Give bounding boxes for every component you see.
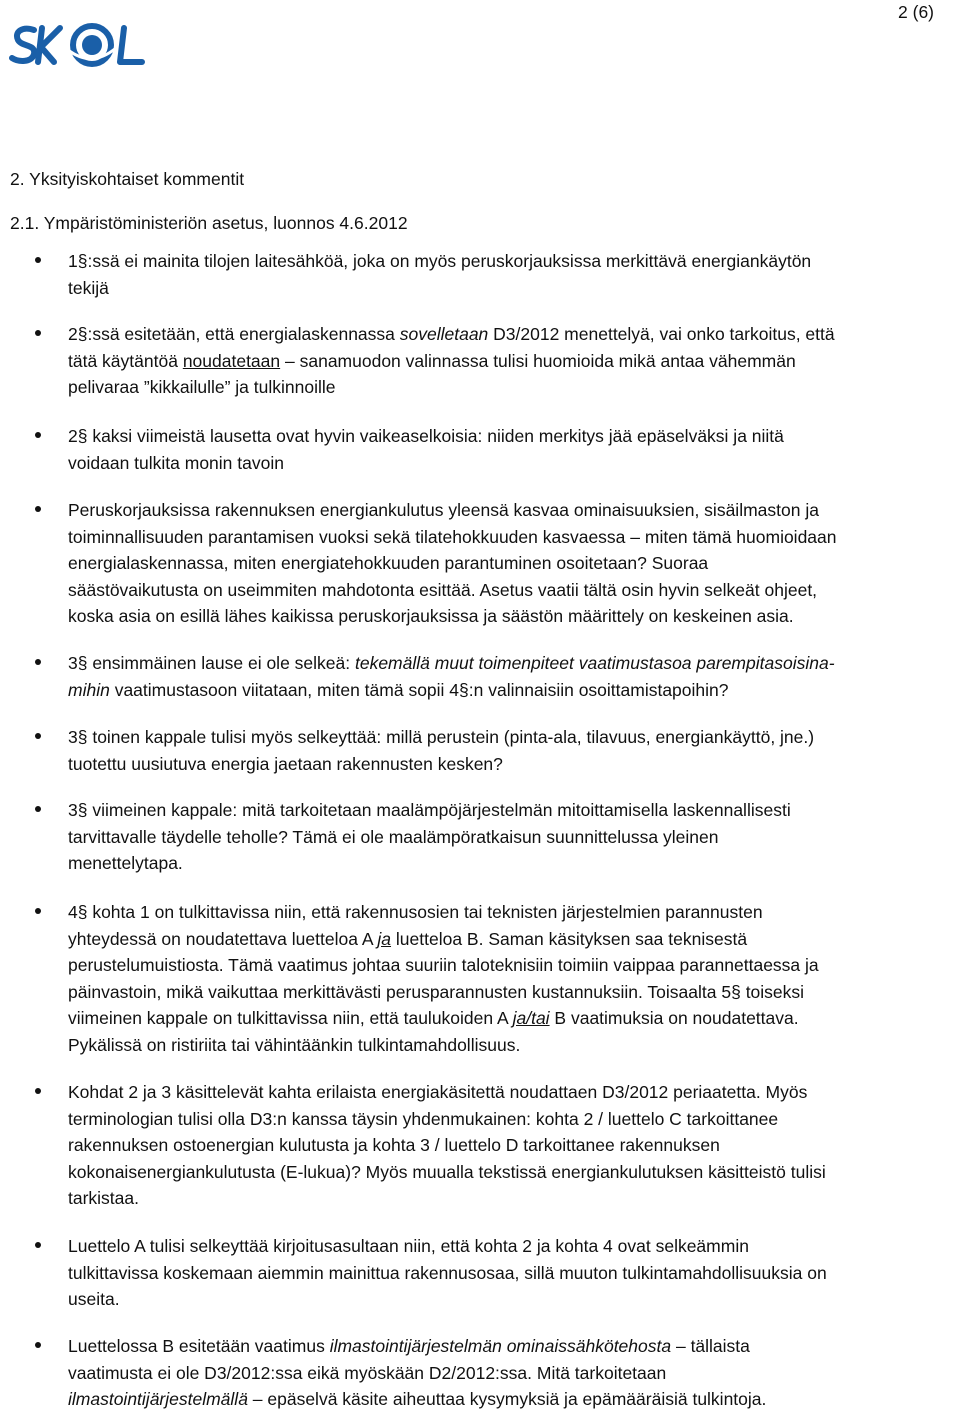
- text-line: säästövaikutusta on useimmiten mahdotonta esittää. Asetus vaatii tältä osin hyvin selkeät ohjeet,: [68, 579, 818, 600]
- list-item-text: [68, 321, 960, 401]
- list-item-text: [68, 650, 960, 703]
- text-line: pelivaraa ”kikkailulle” ja tulkinnoille: [68, 377, 336, 397]
- list-item-text: [68, 1079, 960, 1212]
- text-line: tarvittavalle täydelle teholle? Tämä ei ole maalämpöratkaisun suunnittelussa yleinen: [68, 826, 719, 847]
- list-item-text: [68, 899, 960, 1058]
- bullet-dot: [35, 330, 41, 336]
- list-item-text: [68, 724, 960, 777]
- text-line: kokonaisenergiankulutusta (E-lukua)? Myös muualla tekstissä energiankulutuksen käsitteistö tulisi: [68, 1161, 826, 1182]
- text-run: luetteloa B. Saman käsityksen saa teknisestä: [391, 928, 748, 949]
- emphasized-term: ja/tai: [512, 1008, 550, 1028]
- text-run: 2§:ssä esitetään, että energialaskennassa: [68, 324, 400, 344]
- text-run: tätä käytäntöä: [68, 350, 183, 371]
- list-item-text: [68, 1233, 960, 1313]
- list-item-text: [68, 797, 960, 877]
- section-heading: 2. Yksityiskohtaiset kommentit: [10, 169, 245, 189]
- text-line: tekijä: [68, 277, 109, 298]
- text-line: Luettelo A tulisi selkeyttää kirjoitusasultaan niin, että kohta 2 ja kohta 4 ovat selkeämmin: [68, 1236, 749, 1256]
- bullet-dot: [35, 1342, 41, 1348]
- text-run: – sanamuodon valinnassa tulisi huomioida mikä antaa vähemmän: [280, 350, 796, 371]
- bullet-dot: [35, 432, 41, 438]
- text-line: Peruskorjauksissa rakennuksen energiankulutus yleensä kasvaa ominaisuuksien, sisäilmaston ja: [68, 500, 819, 520]
- bullet-dot: [35, 659, 41, 665]
- list-item-text: [68, 1333, 960, 1413]
- text-run: yhteydessä on noudatettava luetteloa A: [68, 928, 378, 949]
- text-line: menettelytapa.: [68, 853, 183, 873]
- text-run: 3§ ensimmäinen lause ei ole selkeä:: [68, 653, 355, 673]
- italic-term: sovelletaan: [399, 324, 489, 344]
- text-line: tarkistaa.: [68, 1188, 139, 1208]
- text-line: perustelumuistiosta. Tämä vaatimus johtaa suuriin taloteknisiin toimiin vaippaa parannettaessa ja: [68, 955, 819, 975]
- text-line: toiminnallisuuden parantamisen vuoksi sekä tilatehokkuuden kasvaessa – miten tämä huomioidaan: [68, 526, 837, 547]
- italic-term: ilmastointijärjestelmän ominaissähkötehosta: [329, 1336, 672, 1356]
- bullet-dot: [35, 257, 41, 263]
- text-line: vaatimusta ei ole D3/2012:ssa eikä myöskään D2/2012:ssa. Mitä tarkoitetaan: [68, 1362, 667, 1383]
- underlined-term: noudatetaan: [182, 350, 281, 371]
- text-run: Luettelossa B esitetään vaatimus: [68, 1336, 330, 1356]
- bullet-dot: [35, 806, 41, 812]
- italic-quote: tekemällä muut toimenpiteet vaatimustasoa parempitasoisina-: [354, 653, 835, 673]
- bullet-dot: [35, 908, 41, 914]
- text-line: terminologian tulisi olla D3:n kanssa täysin yhdenmukainen: kohta 2 / luettelo C tarkoittanee: [68, 1108, 779, 1129]
- bullet-dot: [35, 733, 41, 739]
- text-line: Pykälissä on ristiriita tai vähintäänkin tulkintamahdollisuus.: [68, 1034, 521, 1055]
- text-line: tuotettu uusiutuva energia jaetaan rakennusten kesken?: [68, 753, 503, 774]
- list-item-text: [68, 248, 960, 301]
- text-line: useita.: [68, 1289, 120, 1309]
- text-line: tulkittavissa koskemaan aiemmin mainittua rakennusosaa, sillä muuton tulkintamahdollisuuksia on: [68, 1262, 827, 1283]
- bullet-dot: [35, 1242, 41, 1248]
- text-run: – epäselvä käsite aiheuttaa kysymyksiä ja epämääräisiä tulkintoja.: [247, 1389, 767, 1409]
- text-run: viimeinen kappale on tulkittavissa niin, että taulukoiden A: [68, 1008, 513, 1028]
- text-run: B vaatimuksia on noudatettava.: [549, 1008, 799, 1028]
- text-run: – tällaista: [671, 1336, 750, 1356]
- bullet-dot: [35, 1088, 41, 1094]
- list-item-text: [68, 423, 960, 476]
- text-line: 2§ kaksi viimeistä lausetta ovat hyvin vaikeaselkoisia: niiden merkitys jää epäselväksi ja niitä: [68, 426, 784, 446]
- text-run: D3/2012 menettelyä, vai onko tarkoitus, että: [488, 324, 835, 344]
- text-line: 4§ kohta 1 on tulkittavissa niin, että rakennusosien tai teknisten järjestelmien parannusten: [68, 902, 763, 922]
- subsection-heading: 2.1. Ympäristöministeriön asetus, luonnos 4.6.2012: [10, 213, 408, 233]
- text-run: vaatimustasoon viitataan, miten tämä sopii 4§:n valinnaisiin osoittamistapoihin?: [109, 679, 729, 700]
- skol-logo: [8, 20, 148, 70]
- text-line: Kohdat 2 ja 3 käsittelevät kahta erilaista energiakäsitettä noudattaen D3/2012 periaatetta. Myös: [68, 1082, 808, 1102]
- text-line: rakennuksen ostoenergian kulutusta ja kohta 3 / luettelo D tarkoittanee rakennuksen: [68, 1135, 720, 1155]
- list-item-text: [68, 497, 960, 630]
- text-line: 1§:ssä ei mainita tilojen laitesähköä, joka on myös peruskorjauksissa merkittävä energiankäytön: [68, 251, 812, 271]
- bullet-dot: [35, 506, 41, 512]
- emphasized-term: ja: [377, 928, 392, 949]
- text-line: voidaan tulkita monin tavoin: [68, 452, 284, 473]
- text-line: 3§ viimeinen kappale: mitä tarkoitetaan maalämpöjärjestelmän mitoittamisella laskennallisesti: [68, 800, 791, 820]
- text-line: koska asia on esillä lähes kaikissa peruskorjauksissa ja säästön määrittely on keskeinen asia.: [68, 606, 794, 626]
- text-line: 3§ toinen kappale tulisi myös selkeyttää: millä perustein (pinta-ala, tilavuus, energiankäyttö, jne.): [68, 727, 815, 747]
- text-line: päinvastoin, mikä vaikuttaa merkittävästi perusparannusten kustannuksiin. Toisaalta 5§ toiseksi: [68, 981, 805, 1002]
- italic-quote: mihin: [68, 679, 110, 700]
- text-line: energialaskennassa, miten energiatehokkuuden parantuminen osoitetaan? Suoraa: [68, 553, 709, 573]
- page-number: 2 (6): [898, 2, 934, 22]
- italic-term: ilmastointijärjestelmällä: [68, 1389, 248, 1409]
